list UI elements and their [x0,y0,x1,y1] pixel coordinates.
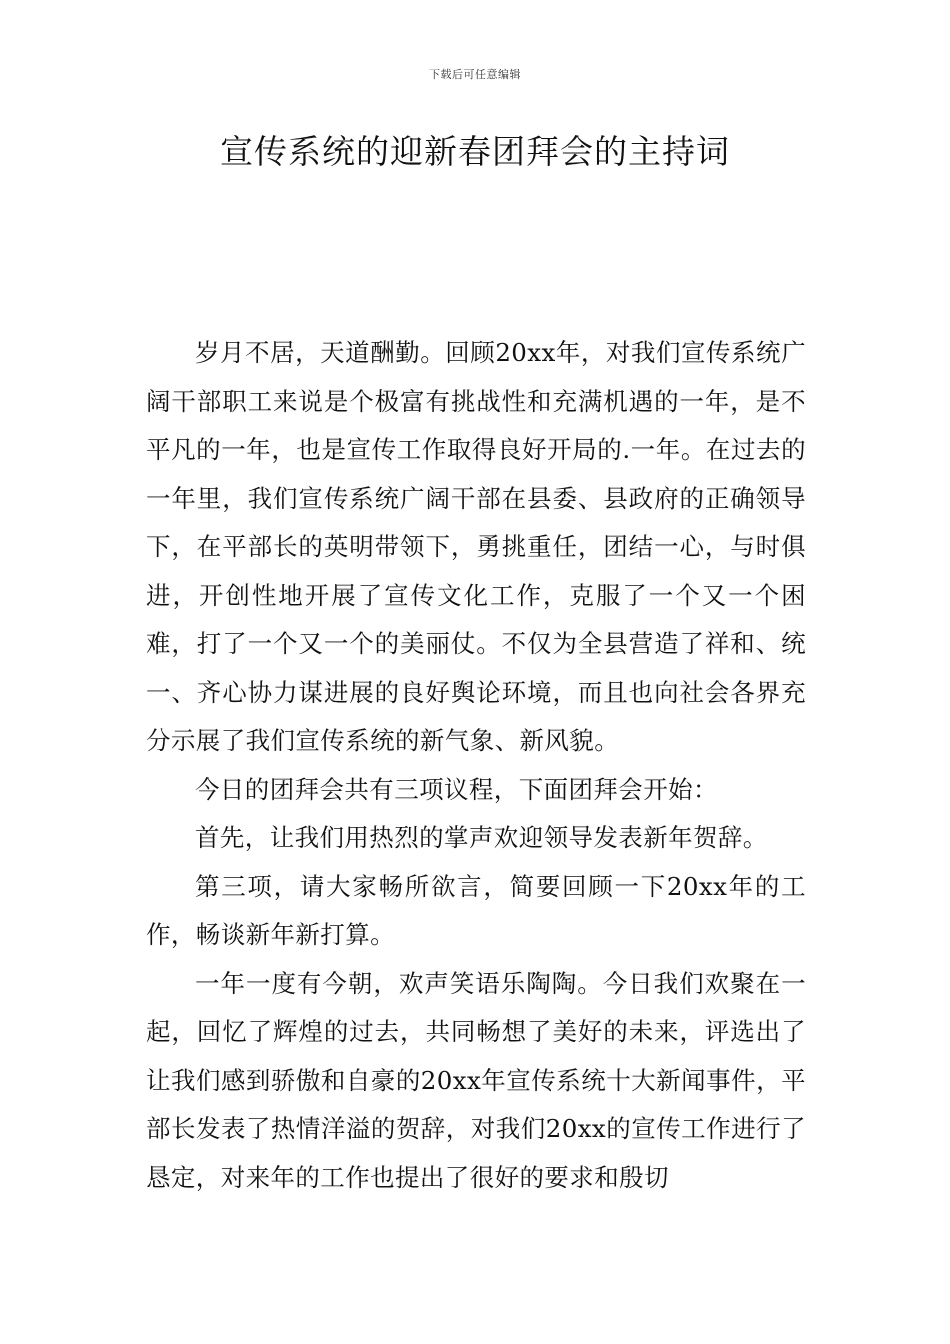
header-note: 下载后可任意编辑 [429,68,521,81]
paragraph: 今日的团拜会共有三项议程，下面团拜会开始： [195,774,718,804]
paragraph: 岁月不居，天道酬勤。回顾20xx年，对我们宣传系统广阔干部职工来说是个极富有挑战性和充满机遇的一年，是不平凡的一年，也是宣传工作取得良好开局的.一年。在过去的一年里，我们宣传系统广阔干部在县委、县政府的正确领导下，在平部长的英明带领下，勇挑重任，团结一心，与时俱进，开创性地开展了宣传文化工作，克服了一个又一个困难，打了一个又一个的美丽仗。不仅为全县营造了祥和、统一、齐心协力谋进展的良好舆论环境，而且也向社会各界充分示展了我们宣传系统的新气象、新风貌。 [146,338,806,755]
paragraph: 首先，让我们用热烈的掌声欢迎领导发表新年贺辞。 [195,823,768,852]
paragraph: 一年一度有今朝，欢声笑语乐陶陶。今日我们欢聚在一起，回忆了辉煌的过去，共同畅想了美好的未来，评选出了让我们感到骄傲和自豪的20xx年宣传系统十大新闻事件，平部长发表了热情洋溢的贺辞，对我们20xx的宣传工作进行了恳定，对来年的工作也提出了很好的要求和殷切 [146,968,806,1192]
paragraph: 第三项，请大家畅所欲言，简要回顾一下20xx年的工作，畅谈新年新打算。 [146,871,806,949]
document-body [146,329,806,1202]
document-title: 宣传系统的迎新春团拜会的主持词 [220,132,730,171]
